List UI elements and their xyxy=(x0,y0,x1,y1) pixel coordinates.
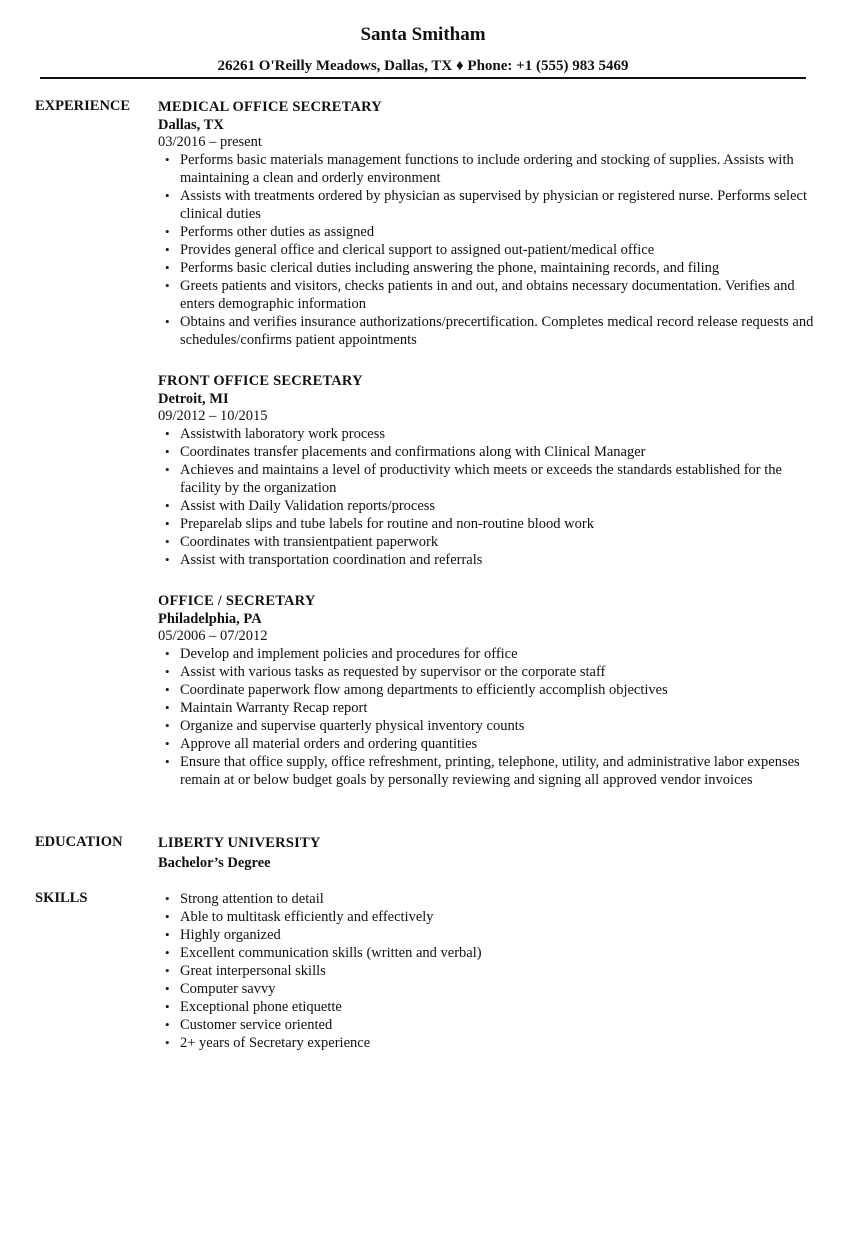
job-title: FRONT OFFICE SECRETARY xyxy=(158,373,363,389)
education-entry xyxy=(158,834,818,872)
skills-list xyxy=(158,890,818,1052)
job-bullets xyxy=(158,645,818,789)
job-entry-3 xyxy=(158,592,818,789)
header-divider xyxy=(40,77,806,79)
job-location: Philadelphia, PA xyxy=(158,611,262,627)
list-item: • Obtains and verifies insurance authorizations/precertification. Completes medical record release requests and schedules/confirms patient appointments xyxy=(158,313,818,349)
list-item: • Computer savvy xyxy=(158,980,818,998)
list-item: • Provides general office and clerical support to assigned out-patient/medical office xyxy=(158,241,818,259)
experience-heading: EXPERIENCE xyxy=(35,98,131,114)
job-bullets xyxy=(158,425,818,569)
list-item: • Customer service oriented xyxy=(158,1016,818,1034)
list-item: • Excellent communication skills (written and verbal) xyxy=(158,944,818,962)
job-location: Detroit, MI xyxy=(158,391,229,407)
list-item: • Performs basic materials management functions to include ordering and stocking of supplies. Assists with maintaining a clean and orderly environment xyxy=(158,151,818,187)
list-item: • Coordinates transfer placements and confirmations along with Clinical Manager xyxy=(158,443,818,461)
list-item: • Exceptional phone etiquette xyxy=(158,998,818,1016)
job-dates: 05/2006 – 07/2012 xyxy=(158,628,268,644)
list-item: • Performs basic clerical duties including answering the phone, maintaining records, and filing xyxy=(158,259,818,277)
list-item: • Strong attention to detail xyxy=(158,890,818,908)
job-title: OFFICE / SECRETARY xyxy=(158,593,316,609)
list-item: • Assist with various tasks as requested by supervisor or the corporate staff xyxy=(158,663,818,681)
list-item: • Develop and implement policies and procedures for office xyxy=(158,645,818,663)
job-bullets xyxy=(158,151,818,349)
job-entry-2 xyxy=(158,372,818,569)
list-item: • Coordinates with transientpatient paperwork xyxy=(158,533,818,551)
list-item: • Ensure that office supply, office refreshment, printing, telephone, utility, and administrative labor expenses remain at or below budget goals by personally reviewing and signing all approved vendor invoices xyxy=(158,753,818,789)
list-item: • Performs other duties as assigned xyxy=(158,223,818,241)
school-name: LIBERTY UNIVERSITY xyxy=(158,835,321,851)
list-item: • Preparelab slips and tube labels for routine and non-routine blood work xyxy=(158,515,818,533)
job-title: MEDICAL OFFICE SECRETARY xyxy=(158,99,382,115)
job-dates: 09/2012 – 10/2015 xyxy=(158,408,268,424)
list-item: • Assist with transportation coordination and referrals xyxy=(158,551,818,569)
skills-heading: SKILLS xyxy=(35,890,88,906)
resume-name: Santa Smitham xyxy=(360,24,486,45)
list-item: • 2+ years of Secretary experience xyxy=(158,1034,818,1052)
list-item: • Highly organized xyxy=(158,926,818,944)
skills-entry xyxy=(158,890,818,1052)
education-heading: EDUCATION xyxy=(35,834,123,850)
job-location: Dallas, TX xyxy=(158,117,224,133)
list-item: • Assist with Daily Validation reports/process xyxy=(158,497,818,515)
list-item: • Greets patients and visitors, checks patients in and out, and obtains necessary documentation. Verifies and enters demographic information xyxy=(158,277,818,313)
contact-line: 26261 O'Reilly Meadows, Dallas, TX ♦ Phone: +1 (555) 983 5469 xyxy=(217,58,629,74)
job-entry-1 xyxy=(158,98,818,349)
list-item: • Coordinate paperwork flow among departments to efficiently accomplish objectives xyxy=(158,681,818,699)
list-item: • Great interpersonal skills xyxy=(158,962,818,980)
list-item: • Achieves and maintains a level of productivity which meets or exceeds the standards established for the facility by the organization xyxy=(158,461,818,497)
list-item: • Organize and supervise quarterly physical inventory counts xyxy=(158,717,818,735)
list-item: • Maintain Warranty Recap report xyxy=(158,699,818,717)
degree: Bachelor’s Degree xyxy=(158,855,271,871)
list-item: • Assists with treatments ordered by physician as supervised by physician or registered nurse. Performs select clinical duties xyxy=(158,187,818,223)
job-dates: 03/2016 – present xyxy=(158,134,262,150)
list-item: • Assistwith laboratory work process xyxy=(158,425,818,443)
list-item: • Approve all material orders and ordering quantities xyxy=(158,735,818,753)
list-item: • Able to multitask efficiently and effectively xyxy=(158,908,818,926)
